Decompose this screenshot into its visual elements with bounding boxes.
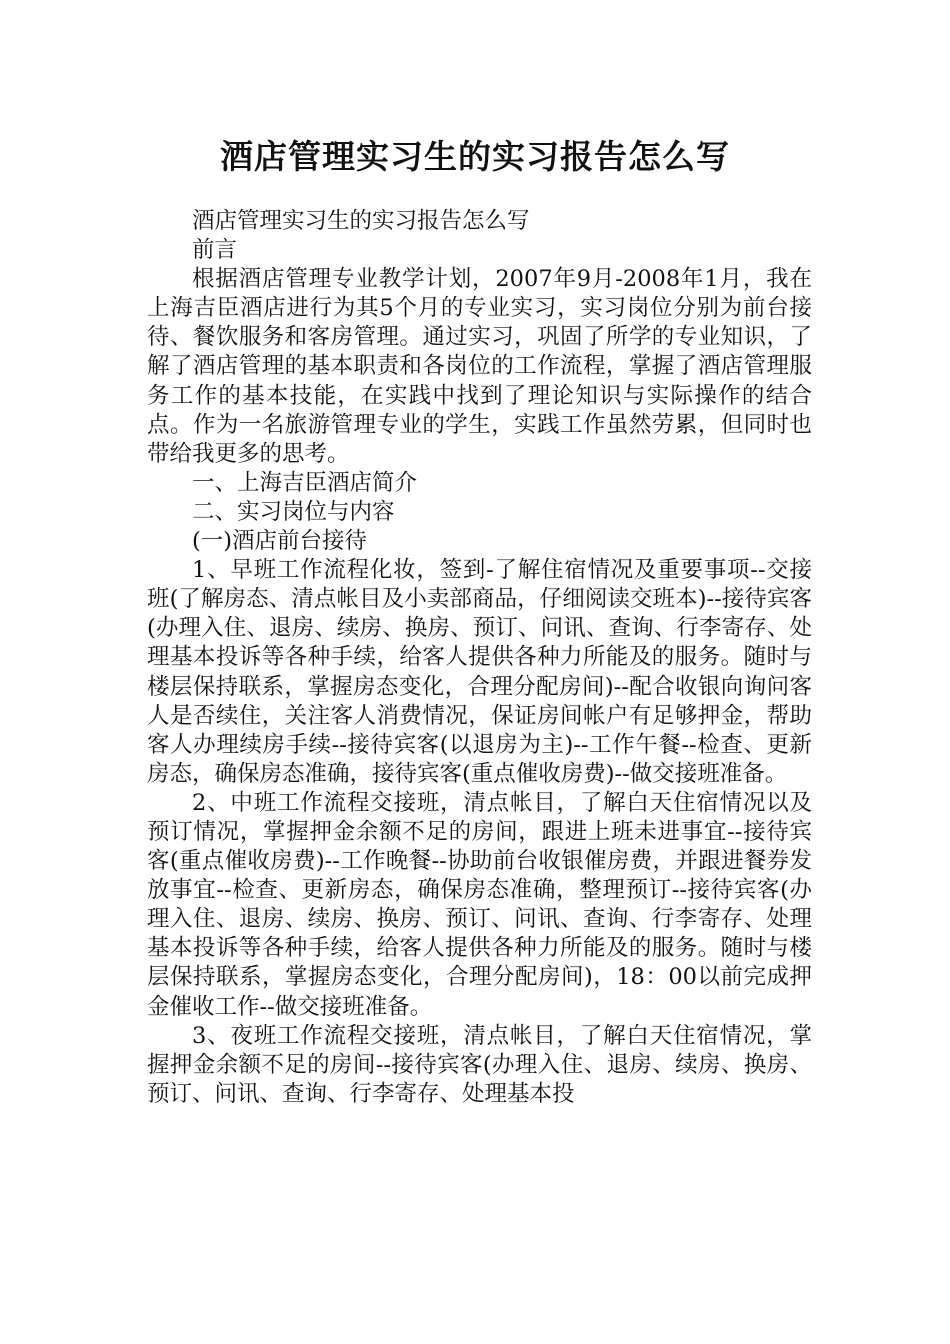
morning-shift-paragraph: 1、早班工作流程化妆，签到-了解住宿情况及重要事项--交接班(了解房态、清点帐目及小卖部商品，仔细阅读交班本)--接待宾客(办理入住、退房、续房、换房、预订、问讯、查询、行李寄存、处理基本投诉等各种手续，给客人提供各种力所能及的服务。随时与楼层保持联系，掌握房态变化，合理分配房间)--配合收银向询问客人是否续住，关注客人消费情况，保证房间帐户有足够押金，帮助客人办理续房手续--接待宾客(以退房为主)--工作午餐--检查、更新房态，确保房态准确，接待宾客(重点催收房费)--做交接班准备。 — [147, 557, 812, 787]
section-heading-hotel-intro: 一、上海吉臣酒店简介 — [192, 469, 418, 496]
document-title: 酒店管理实习生的实习报告怎么写 — [220, 137, 730, 176]
subsection-heading-front-desk: (一)酒店前台接待 — [192, 528, 368, 555]
night-shift-paragraph: 3、夜班工作流程交接班，清点帐目，了解白天住宿情况，掌握押金余额不足的房间--接待宾客(办理入住、退房、续房、换房、预订、问讯、查询、行李寄存、处理基本投 — [147, 1022, 812, 1107]
middle-shift-paragraph: 2、中班工作流程交接班，清点帐目，了解白天住宿情况以及预订情况，掌握押金余额不足的房间，跟进上班未进事宜--接待宾客(重点催收房费)--工作晚餐--协助前台收银催房费，并跟进餐券发放事宜--检查、更新房态，确保房态准确，整理预订--接待宾客(办理入住、退房、续房、换房、预订、问讯、查询、行李寄存、处理基本投诉等各种手续，给客人提供各种力所能及的服务。随时与楼层保持联系，掌握房态变化，合理分配房间)，18：00以前完成押金催收工作--做交接班准备。 — [147, 789, 812, 1020]
subtitle-paragraph: 酒店管理实习生的实习报告怎么写 — [192, 208, 530, 234]
intro-paragraph: 根据酒店管理专业教学计划，2007年9月-2008年1月，我在上海吉臣酒店进行为其5个月的专业实习，实习岗位分别为前台接待、餐饮服务和客房管理。通过实习，巩固了所学的专业知识，了解了酒店管理的基本职责和各岗位的工作流程，掌握了酒店管理服务工作的基本技能，在实践中找到了理论知识与实际操作的结合点。作为一名旅游管理专业的学生，实践工作虽然劳累，但同时也带给我更多的思考。 — [147, 266, 812, 467]
document-body — [147, 207, 812, 1109]
section-heading-positions: 二、实习岗位与内容 — [192, 498, 395, 525]
preface-heading: 前言 — [192, 237, 238, 264]
